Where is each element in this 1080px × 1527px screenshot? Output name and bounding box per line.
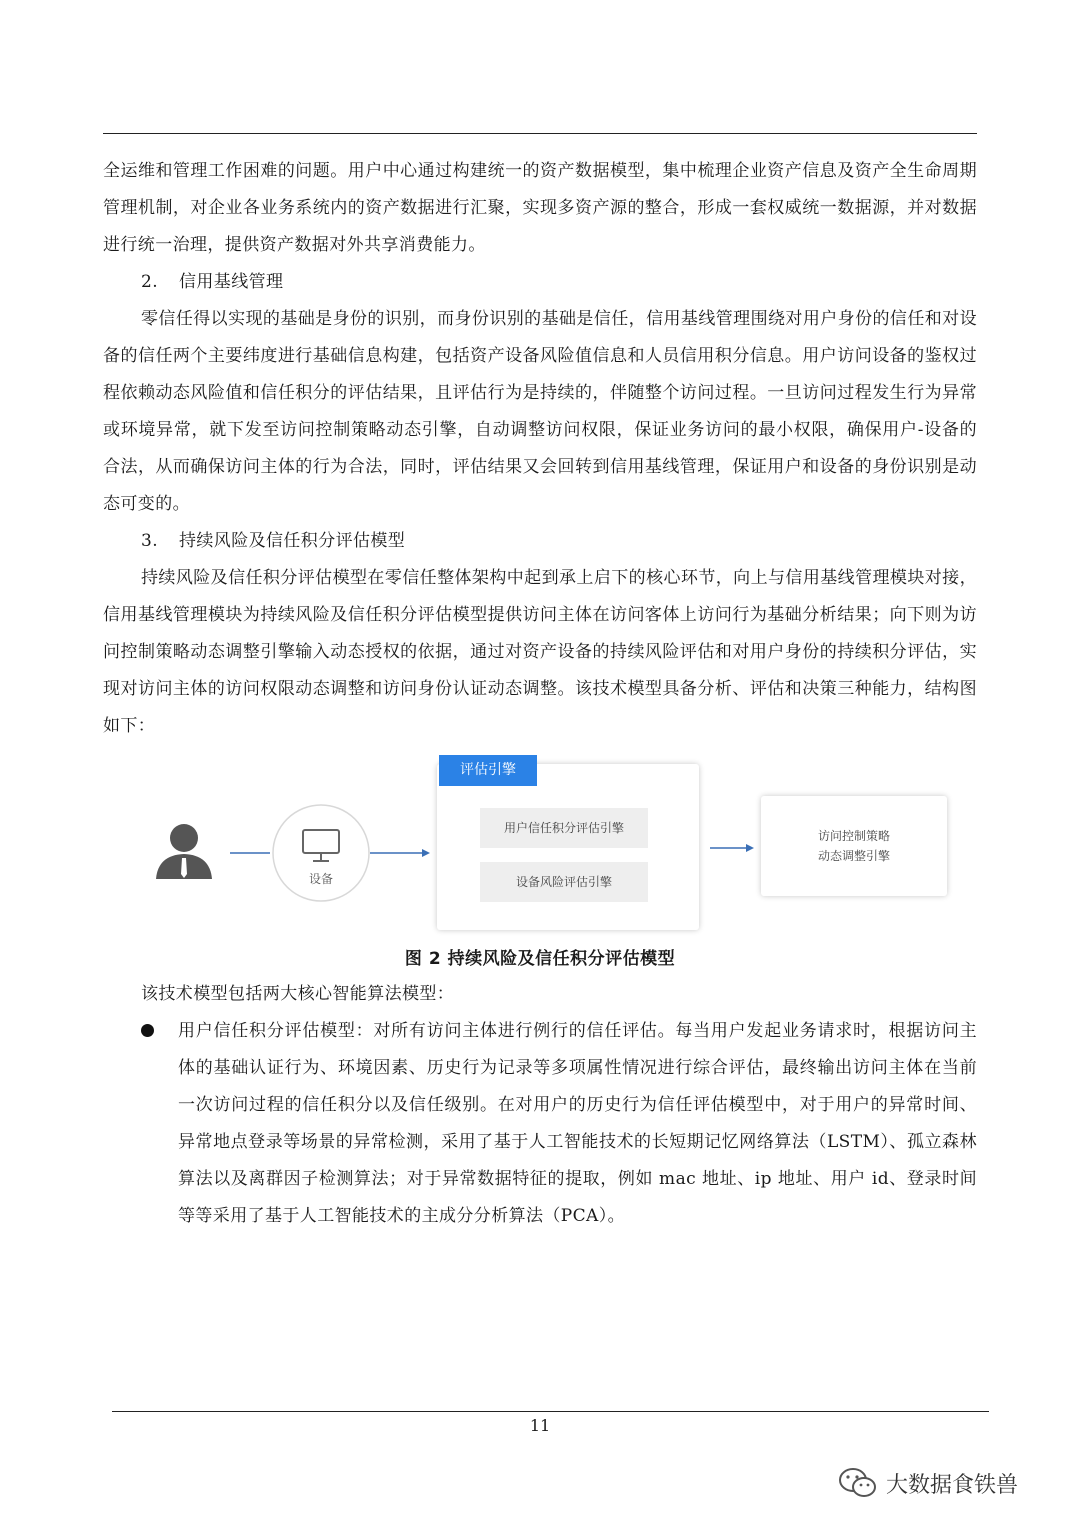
architecture-figure [150,752,950,934]
watermark-text: 大数据食铁兽 [886,1472,1019,1498]
user-icon [156,824,212,879]
algo-intro-text: 该技术模型包括两大核心智能算法模型： [141,984,455,1004]
section-3-number: 3. [141,531,159,551]
algo-intro [103,976,977,1013]
header-rule [103,133,977,134]
arrowhead-device-engine [422,849,430,857]
device-risk-engine-box: 设备风险评估引擎 [480,862,648,902]
section-2-number: 2. [141,272,159,292]
device-label: 设备 [308,872,333,886]
user-trust-engine-box: 用户信任积分评估引擎 [480,808,648,848]
paragraph-intro [103,153,977,264]
section-2-heading [103,264,977,301]
bullet-dot [141,1024,154,1037]
section-2-title: 信用基线管理 [179,272,284,292]
page-number: 11 [529,1416,551,1435]
policy-engine-line2: 动态调整引擎 [817,849,890,863]
policy-engine-card [761,796,947,896]
bullet-text: 用户信任积分评估模型：对所有访问主体进行例行的信任评估。每当用户发起业务请求时，根据访问主体的基础认证行为、环境因素、历史行为记录等多项属性情况进行综合评估，最终输出访问主体在当前一次访问过程的信任积分以及信任级别。在对用户的历史行为信任评估模型中，对于用户的异常时间、异常地点登录等场景的异常检测，采用了基于人工智能技术的长短期记忆网络算法（LSTM）、孤立森林算法以及离群因子检测算法；对于异常数据特征的提取，例如 mac 地址、ip 地址、用户 id、登录时间等等采用了基于人工智能技术的主成分分析算法（PCA）。 [178,1021,977,1226]
engine-tag: 评估引擎 [439,755,537,786]
section-2 [103,264,977,523]
policy-engine-line1: 访问控制策略 [817,829,890,843]
arrowhead-engine-policy [746,844,754,852]
figure-caption: 图 2 持续风险及信任积分评估模型 [404,949,676,969]
section-3-paragraph: 持续风险及信任积分评估模型在零信任整体架构中起到承上启下的核心环节，向上与信用基线管理模块对接，信用基线管理模块为持续风险及信任积分评估模型提供访问主体在访问客体上访问行为基础分析结果；向下则为访问控制策略动态调整引擎输入动态授权的依据，通过对资产设备的持续风险评估和对用户身份的持续积分评估，实现对访问主体的访问权限动态调整和访问身份认证动态调整。该技术模型具备分析、评估和决策三种能力，结构图如下： [103,568,977,736]
section-3-heading [103,523,977,560]
paragraph-intro-text: 全运维和管理工作困难的问题。用户中心通过构建统一的资产数据模型，集中梳理企业资产信息及资产全生命周期管理机制，对企业各业务系统内的资产数据进行汇聚，实现多资产源的整合，形成一套权威统一数据源，并对数据进行统一治理，提供资产数据对外共享消费能力。 [103,161,977,255]
watermark [838,1463,1018,1503]
section-2-paragraph: 零信任得以实现的基础是身份的识别，而身份识别的基础是信任，信用基线管理围绕对用户身份的信任和对设备的信任两个主要纬度进行基础信息构建，包括资产设备风险值信息和人员信用积分信息。用户访问设备的鉴权过程依赖动态风险值和信任积分的评估结果，且评估行为是持续的，伴随整个访问过程。一旦访问过程发生行为异常或环境异常，就下发至访问控制策略动态引擎，自动调整访问权限，保证业务访问的最小权限，确保用户-设备的合法，从而确保访问主体的行为合法，同时，评估结果又会回转到信用基线管理，保证用户和设备的身份识别是动态可变的。 [103,309,977,514]
section-3 [103,523,977,745]
section-3-title: 持续风险及信任积分评估模型 [179,531,406,551]
bullet-item [178,1013,977,1235]
footer-rule [112,1411,989,1412]
wechat-icon [838,1466,878,1500]
